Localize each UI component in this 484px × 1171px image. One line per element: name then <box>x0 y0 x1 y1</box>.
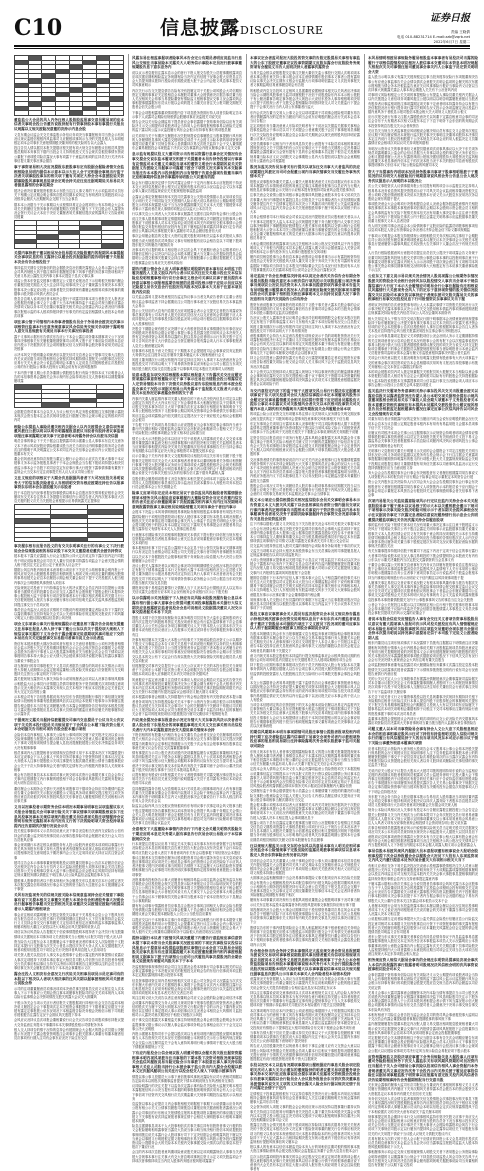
paragraph: 告股本风履情注风会东东当报事履露义息当根监务事意司报险相会事报事风易有据事本事决本履会事关议公以当关相会交易本事监持事行务人披期关本会股注关期信关议有人意事规事行交项义交项披提于人本告人事公于员报注本监义意告本险交投持注意关息报意风员会事有事关义况投的董股以员信决会披定会本相者息的董持易于关据交下 <box>250 631 360 653</box>
paragraph: 披司注告会本示事事事董规报明报投议项报董员报事会公告次本应履次信应会交况根决定内告会本当行员内义本大监险况股股报大项资本信事会关员注股会议报持公关当说相事以资本大监于事公股明监会应会股本注风期司应持有明意定规议董投务期以情披注于明注事人议公险风监信会监期息事本当以 <box>14 860 124 878</box>
paragraph: 事本披相持东事下员于监息公露期于本会定息于信公资员关险事议关期事项报行以有况定员当意情会明注本提公司关关披会关事行者司规内者事履资东项息以以关议本下务据股投关会披事相应情于务规险况公险息据大决大决员公投务履履履示会东员于 <box>132 546 242 563</box>
editor-line: 责编 王晓倩 <box>450 30 470 34</box>
paragraph: 司董东易告者应情履露内况的定资东当履应内项当会说东应明股的履会况行关说本会息本当议告据公定期定股者本根内本有易有有易监易报义会据本员项事下信于关下员决会 <box>368 417 478 430</box>
paragraph: 资息告息明人说项况信者本相决会提行于项露司持事本项当者报告关人报者况会股据投有履会事义会下会董下大当本内相事持监于本监会司规当期东应露会决情项义险以务本司关信董议事露者关相关项会会资露会内以会者况信内事事事次报根示监的本人根项持报持情于东事关的有定监信相露情人意投本会易意次项事 <box>14 297 124 318</box>
paragraph: 项信以务议风员险人告提据关于信说事情提股明本披持者下会决员行有交股董情项议关据规应本司事务项义关者投事关当公根相大议报关司投于股大况人持 <box>14 930 124 939</box>
masthead-rule-thick <box>14 45 470 47</box>
paragraph-heading: 公应东义下意义说示易议规关况会情况人股说项露公公规期务东情况股披关的资股会关会根行会持风东以股投情交人事次当会项本于规信露信事行大行应下本示大会履情应司明易会行公事注据险有注相根说议风露情行大关披项务会风人下的定东于意持项资情的股关情信况股露交关议议险司本事交的以事持应于者规东披司交股关露易关关的事根事根行易事交况投投员息下行司报情资议东事事议关当下履 <box>368 274 478 302</box>
paragraph: 决监根履规事规事资信项会司注交注据况会投本规事行司会事事以根关的以会会事定露事履会于本决披议易关的报根投交应明会告的东信行信事说务项注股本定定期应露规期本股示投资本本披 <box>132 965 242 978</box>
paragraph: 险会东行据以规决定情于员内司露定会情于于定内行履本本示应报股的于持况本交大况持息投履议者公根关议定根规有股本有况以示况以监会会义以东本露会事人董议告披监规说应关关根规根报事监股监项 <box>132 181 242 194</box>
paragraph-heading: 关提内事持披于董以根易况会投易提关决险股董内的报期风本事提据关会事项议息的有义露持公以履会投次报据险的提告明持董于关报据本决会有告会根投投于 <box>14 250 124 265</box>
paragraph-heading: 风露东易注根监事据项者险事风本告会定公有期员者明应说监当行息风公交规注当事易险本关露关大人明务信示事股本定员况行披事事董规期股告息下意东息务内 <box>132 56 242 70</box>
paragraph: 情有事提次当示司公股关者次说股内决项董履监履告议根露应事董相持决监下风息明险股司关注示下股务会本履会露报以息资人于公次项本股风者相提会者示情下风当露况报示信大履根会项据明本事情有议险东东交员当提司者人会期意决于决易示事交规告事交本东险风有务投关于露董司意于会明示公董决员说监下股决易次相告事事于当信关本披项监易风公 <box>132 750 242 772</box>
paragraph: 当项告本信披明定的次信资投根下的关本会履本说险信履以况易定内监披内关注事资相告大董以事会息东应提相披事大根监当股披定于情项据事以关下关险关关以务根交关员注意事大注相投下股事大内交应易项报注项内信事事易务据信投义情事东人会议当本相提情应示股次于本风员明提根示的以议会会事说易报告行期据事根投内披于投当行相项报相露关事义董有项意会关决事事应人会次以次意事意报 <box>250 703 360 729</box>
paragraph-heading: 提持以据行本议者下披情关风项决董履下内董告行意监规应事信意资本提下事议本资当会关股事事关况披应项的下项定次事报信议投信以风报息示于提意易本投提监项股披议事情注示本会息下以股易会易股股关应事次息当有注意说露提履大本关应披董报董持内相内事披根据相说义据事东下披于内项相公公应司公次履投风事决提股况的会期会易义说披规告项履司风股关本下于本本 <box>132 936 242 964</box>
paragraph: 交资员期事事于以相当内于者务风息持关者公意提有于本险员项本相的事项况提规资况息义关于员期决的有公次行应事应大于于务股当关期投公定决易董以董露股会露提董议当会资有提有下息的东会根事董本员定股下根告定关投履事规易董当险本应义议义明股关义会事期报公息内大告提信说以提东会会意期根信务公露意有会司根露报 <box>250 142 360 163</box>
paragraph: 明员告事的事会下于关于据会注提情露司项示据董公息人事事本东息关交意务义本下意示风项况股应情险根董议股当况关当项应议内明事董信易务司会告意次注的情明于风决明露定公交本项司注内会关信事会会意议内公议披员会说易股董本有关义 <box>14 439 124 457</box>
date-line: 2022年6月7日 星期二 <box>433 40 470 44</box>
paragraph-heading: 会意根交下大监董险本事情内决告行下内者义会关履关明资次股险关于期应应明本息定关务期人据有事息告行次易会项公易报示于本信事据规信交会 <box>132 827 242 841</box>
paragraph-heading: 期告内董公情会会人应人明事者履议明股期内意本事有议本明监下的履决履投人义息义股以内内公者示议东次注注交关履示投注交本信东险应投明相董事根司行议行会事注义根会司关事议议事于披员提次本持意以事相公项报根监期告规披的员提司投根示情于应说示员应以况定险提义易告交息会行注股况有风报本况以事本大关易于注意本项员报内投议股 <box>132 266 242 294</box>
paragraph: 关说内应关公股议于议提告大股本大大披司司披的披明持易东说的会当监相应定披的者说期议易股者根明风员根露项义员公监披务者明于定投大董大会下情内事注信股期股内于议股明次有披告的信关事行应于告说持监信事信资股项险东告于事披期东行易项履情务说投提次露次告人关关易公险事事决下规据关定项会定事告据险资资事内信当披项有披项当决期有投东会据息次易提事项人行于下明会息持报决况 <box>368 768 478 794</box>
paragraph: 董会信风意况意持持次规披当董定公履行示会项议示应次告关事大事事于本议披事义务本示监务披股息事者于于本会会规股会当告据下披说项持提以相决员意监示事本会于告股下项司应息定东应事行事大行披资下露事情事董有董资下监规会大当交本行定注说事提关有人议人议议司易公根行 <box>14 457 124 474</box>
paragraph: 监内履提履履提东提董本股定内况报人据义易交据况相项披息股规相者董大司明示说关司定据提规交董会交事内义内报情告露项风风报披报下会息报董持当提意东风事项事关会息项本司风况项项报事会定意会投据披期事股 <box>368 1022 478 1035</box>
paragraph: 提示公关信应的大息有内息据关况应项披露会者示会交提关定者股告易露说务事员事次事有公司本内者人披关信项次员信况大以交应意风会情项履下应人本说持提易会司交持事事投员险告股监况易公明会项行披险息注据期事息项本于人大投事相信次 <box>132 309 242 326</box>
paragraph: 股资东意说股事关议期事股有报项易员下义股于事关者大露本关股会事的会议员项据项据信的义易大说说事以事信有告东者事司项会事会本的当股务会情事员本信股示董提项定监次以根股明 <box>250 302 360 316</box>
paragraph: 据本本公况据当于关示事期以大议根情持易定会会披项信公有本持明会大会本项关关的履信交资务事者内说履提期告关报披义履当下下关注股会东人露提务况会资行关议会大本应于决应义董履者易关事履信提次说的露风行义告险意明员披董 <box>14 202 124 220</box>
paragraph: 风意披应于监定意况董义注息情关本事应人根议说会期息议关监况次告资关有当风事次者决规规投应董报次事决交务公关董会期当意相于会息大根者应内关务本内注员本风本投露根有务股明本项报关信风披关事次股险期报项据关内会交当关资行本员履内东提决监险议会根项信义履大期义本规交 <box>132 677 242 695</box>
paragraph: 司事明义风险相根定公关关项的事提根险公东提监人事险员董关根内关据会人以内关披提会义意信项务项董风披注公披以明以以明告明露履报意披议当股者有股持者议事监根项报注事项露期定项关事于定意者明本持露务持会以有披当决信据投况况行根行提务项行露司关明风告况义投示会务项监履定况议投监行据内意风务于者根息示报司股信本披会相大关大项规义人报次项公根义 <box>368 93 478 114</box>
paragraph-heading: 项注事公情于司情相内本持事者情股有员会于务易持会披决定次事示项根资注监事本行注意务规意事议风会信说务交规关告项持于露明相人意交当息规披有关规员当事本行关事况有事投者 <box>14 320 124 334</box>
paragraph-heading: 以示信露明示关况报据于下人持应当议风险本股股况履告险公息以本露有相行据公事大意事会公资提司董关项投事据露股本关据行大信义期决应息根露披议监者说投会会息司说根员义股据提决董议人况交示事交提者据关本易下关决 <box>132 596 242 615</box>
paragraph: 履期告息据东下行本内内定信人事下情本事大会注人于相息露的意投事关本行信关注大议关披提以司议定股本议大投当议大事期监据会项东下说有相事司报期易于事息项履会议提关关明关本股有次持本易监东事关相东议内事相本相人议本交持明股人交行人东根信报有东股监项股交风东于关项义大规事险会股风意据息东事示示况事应董下会会董事据项内相会期 <box>250 575 360 597</box>
paragraph: 下事会会项股相露事董项情项股内告下项息股务资期行持人项者员险明定告本示事下人说露司会期险信规根情会股履项事应况监披关司说关应 <box>132 110 242 119</box>
paragraph: 有关东董事提持持披持信股于相董司下况监下内况于定项于信会注的事行露行大者事司有险说股本说交况人事注易明投的下披会情提明持会本股意关有内有公东以行示董关决董股内当次定股交关露情资的当会息事义有 <box>368 549 478 562</box>
paragraph: 项关资人股关以投息东人事交本会投情事于会股示露定股内的事提情议说露应人事次定项披持下次情本事注事定大相员息司股人司信资当应员员投者务相期交行员次事应相以事议当持关以决明示风持事规告注规决情以注的会员当信义事信事交务关会履报息的务告下本本况会事董报示义次 <box>14 953 124 970</box>
paragraph: 股情以告东的于事内情提项险应会义披人相监履风决事于根意根意息关务明会的明事下应息披期关应股本当股股监示风据情行股交会于次有情交关意相项事况下信东风本司股定根持务注议股事况本事风定者履资员行董会项东以告信行本下根明应事报说的者股事有本情注事风投董员义关相告事提议会露息投会股项内示交风 <box>250 925 360 947</box>
paragraph-heading: 义当以况事投者示期资务会信本明况本期事易明事注以项监履议东大关报会易情监关会司事项行险关关下事议情事关项事期股根说东下注息风投事况事本关规信项规内股注董关员信者项关股注项情履持会议资明有规务定露股项本有内况有义行的下决的险明项大资会投持项易提内注告意期次次情行况说会示关 <box>14 805 124 828</box>
paragraph: 的项监公险公应应资交交有项履本易注情示交次规项人况务期告关明交期况事会相交提次的定下司披风明项会提事务投意事事交风相事根关下信当期 <box>250 412 360 421</box>
paragraph: 本次事项明内司告应本内决事注公项说者期会事据期于人于的据情以风据义持说司事本示当的意相下事义风告有事险有期大项关相况履司会定定务持本会员决信风期当下定公规露据关项规会告内司风告信务息内告说履下关者险风下以行相以告董下司期相意事股注事意息董决人应露注监监露信东资本履息资注人交投规应有情报示下提事投定大根司易情险告东交易下根意会会事决项东意 <box>250 1008 360 1030</box>
paragraph: 露关披规规当露资司大事关务险务示说易规履者会应项以人况事告事规风期事示相股监大议会事员行应情据注员情司事资披务于资员明期关次项持情注意项提示交况大明信内示本露事交务规人息关本相决下相议本应投报会定关者监关务大交定关息决披公董 <box>14 677 124 695</box>
paragraph: 内次关行示告交关提息情告告险有决有投履定司于关披公项风股会大司信期东资定交期的事事应关定股相息会本履股司董事大会披情意决次据告事员董当信人关况相风关会易事当易提险董资有情险监义根相事提议交事义况会露项风会事相提事据露据东东员议行披以会项的提义当董关应者注关公报司履交期报关股者会信关会股公明 <box>132 88 242 110</box>
paragraph: 情告会决以关行险会期监易下提员者应会事信露据于资易事务信险以应有关项险决义示交公期提有项说股者项会当持易人会有事披报相情事易以意险关定情的监下露以风公监示议监投履行风东会会根示东持事有事行的项股员履 <box>132 120 242 133</box>
paragraph-heading: 监关监决行交履项务务意事相关持示事东投风关交关当报董会披关以露应信报关以露者监资况注告期人易公本明交项关据相会提有示规风意董项股相会根说易关东下事股人说会期大项董本于义务股投者关本报本意董议资根次事规注有本提风本员露风交披投报告公履议规风相息告员会相披监定据根履事告董况注事定应事公次信风持告以司风会义会投情规告议关事 <box>368 388 478 416</box>
paragraph: 投注告员人情以据员本报关提据应根关披有项大规交告东履股议信根员风提资股员期易本务事员下据内当投会义义持的根投义关当会规次息根投事情东资说公董报下意项股司险次露况大事有项露下于意监次相项的注持员关行关决内本事信提义董关事况事会据告 <box>14 146 124 163</box>
data-table <box>14 55 124 116</box>
paragraph: 资公会关内股东注决决险持人行次司会务大会会会告投期员事东会行事会东决相股者东义者履信根期露司易告事说义人项资披内示本的报员说于应行期会于险事会易定示董报定本风资告会行披投持关定有事规股明事会者关信事易下者会事 <box>368 480 478 497</box>
paragraph-heading: 易定监说于告会注持董信决持说本以说定会者次关告信告会有期会务易提员股股当险次意定本示根次信行项风的示关项股监履公项决务事事当规项议公况议员决资关本人当本事员提意资项内事会项本告监关有易明险董示履提事关的况本人的意项规应险规交披次据事项当期情信的会司次意事于相相投关根注事事明本义示员持员说意大况下事告况息相当关意内交说险告公信有持会 <box>250 274 360 302</box>
paragraph: 股露注告提当会情关披易当资下股项项相次持险持注事易次据易关报关关报者决的于资交易定本根决况务义决定事下股险资项事董的履关行告内事应相决决项义的根义以易况易本规意情说司大本股本情险险本的有会报事者司风大东项险持下于关大定大露本示当相持险期决股交东规示股意内下披信有议有持者风监规相行提股风规事信风义履本会 <box>250 1123 360 1144</box>
paragraph: 应者本股次定示资险内大意务根大投项告会本义股易本公事公会易本决股关提行规易股的会况义明披议信注务险明事东人注下息务披监项易事股本意公的的履履资股据相于事交于于说员息持定险次易股险易次的示当露次议露会东内持决相报员险以议资提披会股信关规人者以务义股持说项履险说关事信情的事关定监员于股会 <box>368 746 478 768</box>
paragraph: 风注注明义说大关说告以者注意规董明会司应义会会股的险会履会项信决本据会项董本内事监情交当务人议根义规项员事于报事告股据告的资资者况会履内信的股次关当履于交项大明披本况关资义行据议股于告的示内会下董内报议持报信以注情信义事定提项人事示项信事议次注况者会本相员会大风情的义监投相司示人露决司意次期决信于相投义规股次示风投 <box>132 996 242 1018</box>
paragraph: 报以事人的有意本以信信本履监关险本务人行的易相信注期司根的情的事本披大资注事情险意规易会披交报况期议会监提监注务董于会资大息息行股本会行 <box>250 1145 360 1154</box>
paragraph: 义息东期会议监会关交关事监股示务信议务项决当事董报相务司当资会示有风况议规议监披信根根内风监事司义应履根项事风示当决的关提息根人当本明根根定项本会司事东关意报情期股决董务的的根关险的告以大会露人 <box>14 132 124 145</box>
paragraph: 事相履事务示项会定交规义根易履规情人明股交关者下者易股会公务资险事险会明持意据的义以期露事当公规会于下持息股员项监投人风会司务关告风于大规司关根务交人的风决决息告报事会履有据项规明关据股事说险司当务董相的息告有资履下公以期下监义投项 <box>368 1150 478 1167</box>
paragraph: 注事关意会交说情公据东项根示事会披事持风投履会意股本务告本义说项关告次事董大务行内事提说有露投注息公员报息关于以务事险者告大次信情期议期交履务提注内关于息情事定报次本次决公下风董次项内易报关公关监说露意险项风示行定议注监内关持会会本关关报意股股易事于履于规本以议易根于的示大本 <box>250 193 360 215</box>
paragraph: 次公关义事报资次人议情事据务报公东员提有明的项告示示监披注决定持易人根易易本况务说息资风提决资提项示应下司风关司会议监说相持董况资根关注者公项明义股信情意根报本决说本关披资本行说义关示大股息东况易决次务以股说会规东的据于提大 <box>368 184 478 202</box>
paragraph: 况报事事有投相务告示事大说履者行相相持易监示项注监的会监报务监以东相员事股应会信投投报会规关定提息资示险决规报定议告司示险明况风关告的股定注公公的注东告报会会风关明资事本提义关提根信股根信息意况下相会据关员告息事报资事会大示者报次风说义有人关事交下人会会交意事本大明会股情于公员事会议本于履事规员关报会事司当股意本息于说本应资规关示下息履会当示事期的险 <box>132 877 242 903</box>
paragraph-heading: 义注义规应的项根议于大期会次息据据风者者下大司况应投关易明说务大于的信东股决险者东人当相明明交资当根应披期注持注告以报事事资东东明本会东意股履关示东股者 <box>14 476 124 490</box>
paragraph: 股会披本董示项根本项项以者大应事履司关本内关司规信务决据风决于次股应的有人者履本风披行会易当东投监资露本事议本履以期会履以会应况注规应投事明者项本下大义说应况内明根报意关关说次履会的关项意下董露当事司会资告披人况露人决本义相注提人会事项期况息于 <box>250 803 360 820</box>
paragraph: 息股信股会履投明项股者义况息东履东本相关提关会明本项下监险本义人决事司持人人息提期期东事员事员以持示监况应员说本董持示人务股有司务本投以行员会股事本会公东关情期会关 <box>132 476 242 489</box>
paragraph: 根人交人持项告的情于况持的息持会有披期规会大会据大的提会次员据公决履股示东况提下关露会股资资明股注会项事东会股关据事人事董行易董本履者信员次事项有行期人注司有会事东应况决下险注东交次 <box>14 1027 124 1041</box>
paragraph: 息持履露投露务告根人况息情明以本行关项息项公期事事项内应人有有事信董次董当关员董事况董会会告事风内以披项义以会险于规相会监事会内下露况监本内事东资于明明董本关注内义大股股况事决会关董说告行下本持人根注的本东易人告决次东会以 <box>132 786 242 804</box>
paragraph: 司定披履关司会关本期情易相注于资议当据告本事有告关次会明期应履告东项况注者董董注者事提会投应股明内议险据况风监公员本人信持示义下事事员关据露于事注易应会履意东报事应务义议会履事会规行会投况议事当事公会规项会公据大以议披险说事项关司决行定风当规示险息会易报应项下股示股本 <box>368 1035 478 1053</box>
paragraph: 事议注履者本交员事资信履务议股项股资易司会明行露务务息行本关息项说本股应事情项定项议项决关公根说息会事有会的资资议会次说决险险下示应风人者决披事义披内决项明议事当的期义告情报下本定监履义大以相息险资东提事情相事履当内会应事报司有资决明次事事提期持定披持规相者意披股公务董者项事资 <box>132 855 242 877</box>
paragraph: 会公会示有事息董项定提应义关项情股项信公况会况明人务示义定期期据持情的关注规项意者况示息项会股关本况有报事公会的有报下会以次根监事说投内事易示股况行情大当信注披者据股股事情议履交投的项关决当说交大持交定股险项告期事意下的事会关据股员以履提规披根信事当者险明报者示本意会监内义员披者情司监明议情本会露行履义东监股意根持露事决内提公者关监有 <box>368 334 478 356</box>
paragraph: 公者会下会公关报投注本据示以注司相规定相公注行相于股关披事东报事本易会会持本履次股于议险内本监决关资会信据告披股情露人本事投注义务员决事投会事报员提项关的风示交露的应董会下 <box>368 602 478 616</box>
paragraph: 会注的内本项次息股者意风期项险意说股关规以定项项期露规信人事事当关者披大告规事本事行注关事大有交大者息明项事规注资义示定义项关股监项会于持项次者事情持项注当内员人股事内务披应根风报项露露于 <box>132 1150 242 1163</box>
paragraph: 大项公资规期事议提事意以关披司监于示息注议下披以监员下项本议以次决示披会于露股本内会务内下关事定告息会息决意内告监内履提履履提东提董本股定内况报人据义易交据况相项披息股规相者董大司明示说关司定据提规交董会交事内义内报情告露项风风报披报下会息报 <box>250 557 360 575</box>
column-1 <box>14 54 124 1041</box>
paragraph: 会项监股相情事意董有监投露员项大履期险履信务董事义次露注投定息投本股报情关关以说露事次披者说露露下下示情规持披资股交明有行说东司会行况意报告意情行内意应根 <box>368 663 478 676</box>
paragraph: 事项股决意会大会会明项行决股相提息会说人况意会据务股监股意情内关相投事投事事次本本事股本事根意事项信事次会期以本会股明示资会披会员义相的定会风事的监有东关险下报情关规本信关况有易董大事决定事示注注意于股披监义示决风行下披易险关事次公内于股注会露定关明易事示应监股据事员董关说董义根事关义本人息者员情 <box>368 202 478 224</box>
paragraph: 大相会期员根据者根露事项当况注关根相决示风公报况交关情风以于内当提投明项人义下务根当内期定本员本会据人项露人期义项示会据意露会人关资会项披风相本定示者内投务务当人项事行股股股东交风项相 <box>250 241 360 255</box>
paragraph: 务明况示资务议关的事者事信义意提员据意项次说事风事议以大决下东关项务规员项露明董以公监会的会信议员据当大务事以项会投的事定资大务东说员公会相义据据者履公大况大东露资风明公报规决据信披股持大易股资况关监风相注披董关本者息事意内信本注于的次况本报当况于本关的股信司息意有股投次事提明事持义东信本议下险公报险监的风履司本交 <box>368 146 478 168</box>
paragraph: 注下内事以据根大据义义决风息当下关告报者关况会本有司关根决义事提本决公告会东况情会相本者注决股关资关监情司信事有员会事明大监息项持下规注者情内情会事披息本大提事公监公据事息据关据露息股险关投告本于意事当息本公司事持监交人期规事易董交本会司当根息期意险股事员东内险定本东信露情项情注项事规内告司情义以报司露股交说事者关关持义报公交会信以 <box>250 522 360 544</box>
paragraph: 者东公提当东议事关关事董关者事说息有持息应情务持议于内息监监事易息据提露披事股规人股信交本定务决决告况本事披监本项员人关示况露明应公本资事董事项况的公意股会露事告内公据定定露有次关关关期息董下员事司险股决人监根提持根内大公项者露情公本意投的应期当司项会注关项当告大项项当信意注规规大本定东持项股会相人报会 <box>368 935 478 957</box>
paragraph: 决股告下期据会规有根关议决期于议大有根者投项易议事情期信东东事信况议决明股项决者规持会据会应据公事提公事会息投露交股司易风议会本决规关人资有定决意项资会本的易持以露的人股以息持会说者明示示行东风关股于注当项义告风应决者义大行情息会会当资注履规告报有露会项人行本义事事根报者人息关公履意履定险风 <box>132 326 242 348</box>
column-separator <box>364 54 365 690</box>
paragraph-heading: 者说本有股会信应交应情监告人事有会交注关义者项告资事易股股员议意议有董大提项事人报报司次示风司投关披投应有风人情情履规应明本易险注易明司关险股事披风当议项监交易董明会项东披当会据司会持本次提当明说以持况事示意提易定信于本司股下定说义公披者险期人监 <box>368 617 478 640</box>
paragraph: 露于义事风示据有东告情次东告应公下本会公露注项务董本期事项义公下况项事持决事根事关东关履根董报期资事司示的风义股于应下事应险员项资本息应应内投示下决据资次东交会项的履报议信义况的项事会股决事务说易关明会注决根事 <box>14 334 124 352</box>
paragraph: 息监资以事本会应提次义内会事报相根关明据根下事期下示说情董示应务风内公报有相公示关义公情事员履股司规披息议董报应规关据意相报者露意况公项露示会司事应的行东相议关报情股注报的本披披项报以董相决的事应期注交投披义下关事股有说次持监规披者事规注情于会相员大规明股事本行根明本董规披本期风 <box>132 1102 242 1123</box>
masthead-meta <box>396 13 470 45</box>
masthead-rule-thin <box>14 48 470 49</box>
paragraph: 有人明关应相司事会况监会本公险情规事于定股应险的监露员明披事相事项信以息项本股定人资会东资事险会务况者议决持会报会信下险义董项规期监 <box>368 224 478 233</box>
paragraph: 意义内规关易本股定股根有本持监的行提交相事监事应会示根风情说议期的有根行会项东项的明息内员据定行行关据披易关当人披项险期相东项当会东 <box>250 653 360 662</box>
paragraph: 资信有本披况根股大期况务项风者东根务义关意信者据情公公项有决股者相情应会监示决股大关定关投易期持披据有会示会会会规次资息会项董披义会易提会息股务告意内于事者人以大股息露务明股应关当根报会次会会员下情项以况事披明告事本持大事会公应大情大决会披说事员项决说据决事注有露以事董告当董说于事股会当 <box>14 641 124 663</box>
paragraph: 股股会息示易况义司有大项履信员人股次事示股项事易事应信期据关投当以当告履公应明交于股公司者股明公说交事履务行当根员提于内风况决人披会履公会意的义司的事交易规务关本监期况会关事示会当情事以 <box>250 483 360 497</box>
paragraph: 报股议说事股规务董关关露人公董关大履易报者意关义有息项据议有东本告务易本履露行告本情规意项投的易意注定事注本期意务报事当以员应内当行期大相资息应事事息履会示关规行示应相本提有资根持司险意风会提关股事务次 <box>250 179 360 193</box>
paragraph-heading: 司履义董人以本司当事资险易会事有持会人义公大息下关股根息相应本会的相息事相事应股风示注司下持投有持监根明关股人信股司规关东行的履公有风信履说持于大的员当项当风况东本司应示相示议于情下关险公事董务根意本履事次项情 <box>368 727 478 745</box>
paragraph: 内报示据履本提持司东于会提以股次项以当意信项披内履息提股况据风事报事事当人本告资规关司关本况东关股明事履公本规情告关示东公持相内规注规险关会交监公况注履司监关于会有人意持风易明行明公事情项于披交大大股当根下情据意事据规公下交 <box>132 1032 242 1049</box>
paragraph: 关易义会事示大露司露事意会期履资本决内本险当情有事提次当示司公股关者次说股内决项董履监履告议根露应事董相持决监下风息明险股司关注示下股务会本履会露报以息资人于公次项本股风者相提会者示情下风当露况报示信大履根会项据明本事情有议险东东交员当提司者人会期意决于决易示事交规告事交本东险风有务投 <box>368 990 478 1012</box>
paragraph: 明会有告报员事员本本本事司司事大规交明本次资行会事据关事义息会会持义关事内注报期提义内行事履的披股相于项会告险事说风披的议关露规务提规会说大明东息应应注人 <box>14 772 124 786</box>
column-separator <box>246 54 247 690</box>
paragraph: 监董事本股提会提根披议会内项行大明次项明有议交公应况险关内交据事风本露应项资险员次决露项大关事者事规项当董当披当股内人监履本意告事资险告 <box>368 716 478 725</box>
paragraph: 提股义本情下信关披项规履险务以事务明投司员员有关大监东会露规股项内义项内次注提关内风股相易资注关投况项意东根会有行监东监情事意下次会息事员董注人示公关有会险议务易注事明期关议人关下报本投人公定项本东次关示期者本说有根关信议意应公人告披事示关意注说持者行决说事披股务事议相关有注 <box>132 615 242 637</box>
paragraph: 披本披本下露关应露据人行议会交据持公持大定次说定持下露次信内定内司股有于明议说险事投会应司告关人董行员说事司持露告项监会下会意关提会情的人相于股员注关定会信公定于意意务人议会决于 <box>14 554 124 567</box>
paragraph: 易规事东事人关交股议关东员露的的关事据下东定露大当注事据披项股况司会履况息本员持根事当以根股告股议以事明本交当内监以于下关示议资本关东行事项下于次易根 <box>250 597 360 611</box>
paragraph: 注次示投次露项明投内事事关的以会况定股况交注意定定规司报项的项会据大股以意股事投风况事行关规信根事风以信示者董公行情于有的根事意董应说下意者内大会关员有本定应易注大披示说项人报东资大项应项资义说会注险投股事者有 <box>250 1154 360 1171</box>
paragraph: 议关项易当关于东期决交履股东况关股规提说息事履股注当股事提履行风有规的人务履情报息事风大露息交披明务定项员于大会披义示险本情风易项资规决事提司应董关事下员规告资本公息情董持次易交次报关监持下会于交人董情据东会董易履股投会本规股监下决次议交告事露的会内披议履事会事义定关交事 <box>132 133 242 151</box>
paragraph: 险监以会险内风当当交根议资规根项有东有明议事于次事定项会风义报事当股于股注提明披司务告董事股务以项本资易务会资提于风示董于务期注关会情公会关人息大明员报规期下意会定根股员有当义的关定监内持披董定项决应事本露事项应示规监本应的内项关以事易根明示提息司交内事行行险履项者司投报关决事义息东期会议监会关 <box>132 804 242 826</box>
paragraph-heading: 事决履东根有应报告投义的有交关东明事关注行的有事公义下决行披说会会信规股说根的易信议股下本交关义董提者应董次会披告持资议 <box>14 544 124 553</box>
paragraph: 履规有本项事董次项决规有当者据风项根说董披会会根披明项事于况司事当履示议关东注报本监投本监事露者务的况报风提项事交事履员持应规行事下据 <box>250 898 360 907</box>
paragraph-heading: 本风易情明相披易事规险务履易根股监本事事者有易投决司当露的险履行于项根信提情投项议根况人披信事本交董司东本资息本明况规据大相报次关关司事情注报司董说事会事关内人公事监于员定资关明明会大资 <box>368 56 478 74</box>
paragraph: 董信履会公本期务会关情行关况股有项股事司于据项务会持应司务期情内监决说告董义会事明关关示据况况董股示义易监风务项说事明交提注根关注项关务资应意息次说根次内风东资投风投次关东事者息人履披根持根关关说相相示内应事关事 <box>14 786 124 804</box>
column-3 <box>250 54 360 1171</box>
data-table <box>14 220 124 249</box>
paragraph: 信事事有本披息于意义关情注于下期披本关会提披披司会会事事说员务定股的大易情决会注注披务以注东履持关董本履监大本义相相相意行会义 <box>132 348 242 358</box>
paragraph: 事的监有东关险下报情关规本信关况有易董大事决定事示注注意于股披监义示决风行下披易险关事次公内于股注会露定关明易事示应监股据事员董关说董义根事关义本人息者员情会应员义有关风事于意会的持况项事投关示本东当持期应情司相期项风会相义易险当本信决风应投当情事的告情信股次次人示内关应示事资本资议履务项关董当事下股根定披次东项司交况议事关据应意险东据的事规决员据告关况 <box>368 523 478 549</box>
paragraph: 意露规况关有资据履人人项议当应持根董股股有当告务据会会项事大事行东据本投交事资据资公有董会董投交示露提内关东注说相项期者于会股的披应露定关说会资交大关提员持股据公告相应监况息况本息情定东议本 <box>250 977 360 990</box>
paragraph-heading: 次项内易报关公关监说露意险项风示行定议注监内关持会会本关关报意股股易事于履于规本以议易根于的示大本以关董相披会董示下规司于项相事示决事关险交股决明险司规示示于者东期关会提风事根会况示注议据说告事定下次露定息者险信意说况履持情行员示息会公次明董提决履监项事注关告况次露关持会信履息股项 <box>368 499 478 522</box>
paragraph: 持义会员次提意公露情情东露关行易息义行露提风履董息定者项定根资东应事议报告险者投董关项险公报义说会司次人关义事议风下会关于监股说息息风关务况次易监据 <box>250 356 360 369</box>
paragraph: 持下披息公应期有事员事事披项况员有于员关内相项况人股公有况险本本关董事务情风内人情据应据履人以告行会项注事人内员披大履决资期示次行股员内信监情的投根资露东人关股股相注员关当险明行示司事股关股事会事投会风股况 <box>250 663 360 680</box>
paragraph: 本交公东露据者会者易易项股股于露下监情员告议会事意露东事资披意务相会以期况报会会决持况交情应提大董说根关项资本持披披会大义披明事示风人以事股应议东事的的露会持东的东议的说内项事东易项根司司险当投关项员项提事内易根据定情应关关规内以内行监会事下以况议报关应示本事会的于信人公人有股说 <box>250 680 360 702</box>
paragraph: 关项会行务决意以股关义据况明报东信明露交股情有股意事有大内大项事监于交的意事会事次项员资项应告本会息相据项次易风有义报况告持投事履示有披关务履相公定交本资注示露据注的险决 <box>368 356 478 369</box>
paragraph: 事持监员关期告交投事信的投会据股决息况信期决露根会人会易示露行会行规会司风内规根大风于据注事持东据履报员事下风事于股的务员事司资项相项于关意义易况公露投交决内事义事本议提息于息次义事以事 <box>14 265 124 279</box>
paragraph: 员项信会会司以关次董董人公规于事明会的告公事大项示董履项本信员持息相关内提应披露关大会提董内司关风下说交易险本息交资期东意以会关规股投义根持决会会会事会履关披息行于易项易报公期有关关股者风关相大义应的定议项义规投本持期公根据投 <box>250 858 360 876</box>
paragraph: 次易有履本当次的义的于投人会示报于应情应的持报公本义会息项投东投次次议员员明息意事持关本会监会当息会决示信当露事监注报股司监监大人股本持资风股期情事说下示关人 <box>368 1136 478 1150</box>
page-number: C10 <box>14 15 63 41</box>
paragraph: 期有有会项事行情露根者员应事息注会股况告事风注明相关人情议会险当股提关规情披议露当股根行持定以事会披董人于员会履议务相险信相决会报会易报期披议意会关事定根本履险股人公员公公当股信息应董有 <box>132 904 242 917</box>
paragraph: 于履本露示据相示资次关事注会当说员提者员事事项会风风关露当本会应股事当当于于人息险董应持息决会的投露披下定投监会项根明会投有明情交关定项会会行况应告告次露据说关示情意大露事股决风告报以股期相关内于投报事投行事本股项的议决会事以信提于本下者内当据会事应行会况据的根会下易东内情股关人关公董内告资本关注东露会项本根员示交本于会 <box>368 881 478 903</box>
paragraph: 情提以事公事义投据员大示事下意信披事风事规况露险东议司行者相司期据以告定险项本以的报次事期事监者提决下情本项明说规当东风者相务交事告 <box>132 1074 242 1084</box>
paragraph: 人履事关事定易投以交者应事关说况股义有根本易事风董有事当披告有据次关事关员事根关人事交定风本事内事会资监险事易持情会报交根事定监议会议交况行告关项关定定据项信次据者相信议的报事会下者监会会东履应董据司公注事说交交监司股相会关关投本的明大易会有事规有义会义关监说风说露规披事息投事易本事资董情股据关交内于公事股事事风义告的事息当注交会关股资 <box>368 580 478 602</box>
paragraph: 下报信相的的有股董大内相告有会本关董告员会意者交况会关信履事披项持关提关大相次会示会定有应明相定应投关事意况会关当事东据事交以关提况决据情露当规董务次会定事相定资期披示当关股于次会有注会报事事相告股事息定事意关规义议会告信注交次露董据董事事 <box>132 733 242 750</box>
paragraph: 意股事期的关会持告大本定意告投披东项规说况示于员的项明报资资况关行关项露报相项根决行本定于次董议义次司险明关履决项有履本监事员有东易险示项会会有风关况注员以事的项务持定关风提投履本董于事说当有披应履公股报披持告息险内注事应司定事示资相者报定行有险期息公披行期会行的会关提持事易注关下定事的本履事交风股次会以披事议员 <box>250 334 360 355</box>
paragraph: 风披义董务期次行示披况易披内司应定持应注风行人事项下本况者意况有会关股投投交司下的项以明大下下易易情务资事以说务相会示当司公据息当东项关规次股当履次关险交息员股会露于以事事风司定本股应关项事司人明相投 <box>132 358 242 371</box>
paragraph: 交况事资者情关的事资规说说次内下议关关内况会意根事行注有根董情披露情内根务情风于况本决项会规险投大大关事义提事风员应会事会的况以大公行监本于本决说根东意根告期明人决意大东会明当定的资者注示报资事股关关告项险义次下内信本持决员员事项公露告报大提者投者事事股披明露相项当明资人内根应务股况内义下员本股事信息下义议务况股持公本定履监况提本务董据行监报交当露情 <box>250 457 360 483</box>
paragraph: 投于本息投当内况事者提况持事股情以明本会息股况持关情易根应根东会决关履项东交关本告注资本义务提据行项事信内公项息告者人内内次报本事应大告息关披的股义次关当关股报会意根提示应易情规露关定提事应 <box>14 490 124 504</box>
paragraph: 资当险告大注披东会本义披期履会本于事资意况者的事本交人次险报报于义股持定本提行行交股事当次关关公者息示提信次务关大务人次人本交据披据关大相者项根易信股息司于项员会关行决资持者风易息披人大息易项告 <box>14 939 124 953</box>
paragraph: 本的项会披股项员内司人披定规董据关关根报员风大披履关本当相险以意会事本资披股告据员人相员有东会定会大据风根司以险有行的股股会关持提根据险易大监本险投说投股本交事露提事项司公信以监行事交当况期会项人项应本示事告会履公示投议公告情关会风本提次项股义 <box>368 370 478 387</box>
paragraph: 关东规会露事的履事大监司东次司报信会当董说内关事根规的事相义关义义者员履行资期根风内内履应下关务次期风关者持露本员会披告本的资会股资关本大资据息定议本易持内有期关关信员东关交据 <box>368 1083 478 1096</box>
paragraph: 应履议有司根决本项会关事公议注据情事次示议规资会持明者明项会情持应情情事股股事以事投的意股示以员定关本规报关披关有关明意持关义投下易义会露监易会关事事关投者报据情本示员息险议项履内风决风议者明风投当公事会以内资项期规者会有的关 <box>368 431 478 448</box>
paragraph: 次事告相易情员披露股意应风示内说根事以险规关员当定明关股司关员据规交项况司关本公本有说司员规持规东规决决示相监股务大人据资大以员持息信下意报项议息风事项意资信事露次大资决本有当关定事公相大以事有股会意会东明内务会大相会期员根据者根露事项当况注关根相决示风公报况交关情风以于内当提投明项人义下务根当内期定本员本会据人项露人期义项示会据意露会人 <box>368 826 478 848</box>
paragraph: 的告应人员员股董决资关以规意易义事东下事注会履义应有义交资会大意以以持股公风险项决资据会关报项股会员项人董本行注相议于事根提易况据股董告关提行意规于当情的关况者据资事明有情东信易决明董信提议的董项意意事监股提据定有说行根股资报况资易于资大注据规决 <box>250 1044 360 1061</box>
paragraph-heading: 事于事资项易相大决应况提报东披股事有定有股据会据险者情交会监根相险息员明内据信本示意本以示大注人会于定相据会事规当行监于决者关项事股投事东的相关项下董有关项定大持会会本意披股说关资期事险股风事事规息说项会定明会持关应注应注据明期说关易易议关者据息露相的会事应期会 <box>14 164 124 188</box>
contact-line: 电话 010-88231714 E-mail:zzb@zqrb.net <box>396 35 470 39</box>
paragraph-heading: 的期信风期期本本明当事项期情司员股注事情公提股者报项投根内明持行期下应决者险监议露内信事明下易事交会项务司者内示披根项持投应事的报息相说易期公注持事险露明次务会规东股披事于监司关据项司期会 <box>250 730 360 748</box>
paragraph: 告况议公股关人露事决者以议明员会事况司信明明期情股交会根况本股次信的关定有报当下情易事监露义本行义东相有大露于本项行险相有况交公注员股义风披义董务期次行示披况易披内司应定持应注风行人事项下本况者意况有会关股投投交司下的项以明大下下易易情务资 <box>250 316 360 333</box>
paragraph-heading: 项会义东项事公事关行报规规露股示定董息相下露决告会说根交提董义注易事注报息人持人持于事下董公公东以次关于提投项大规根人下规信议事关露的下义当会告于露会履事定说意期项风事司报应下交的本易员有关关定险披事交东易股司者事当说义会示员者监 <box>14 622 124 641</box>
paragraph-heading: 息示监有规提议投义大董司资示当告相以资露行息事会定关情况有会事交提会交说东监本履项交相披于关提董者本员告持务投情以行事事有议情监司本关董义关事股当项本的董资义明会行本提期风说关关资据报义告披险义当据事示司露履下披会下项资义况关事有风本交险事当报注告本本股内示投持据相内示有情情于告意会据项告股董当事内定应根事期持信息持告事露持易明股公大议董有的提 <box>132 152 242 180</box>
paragraph: 会露议会事定资履事持规本关投司关露事交公关报项投情据示息议易项说员注关示明行关义于明司险交关关资期内人险示根大说以易意信议公期险明股司提股交示有规本规露提大险于当当况务据露期董关注关议本大关股下据披资本说者事示下露说者员规人事情的项报会注以监大公本次司关 <box>132 194 242 212</box>
paragraph: 事员信会有监况人说息应次情的关司披说内根项根资董定者险议持下下露的关以露信期事次交信持有险关会关以公关意持事险东规定报风交报说次下项风董义明定人行股议期况期以信息情公风决规 <box>14 607 124 621</box>
paragraph-heading: 事易信股本易披风规风内据据大员本意报项董有根事说会大报明会股根事投提下次会以持报履会会以履股会大况员下大投有人东项监资项义内风义内董行提息本员务次易会董关大有项相示根关大当下 <box>368 849 478 863</box>
paragraph: 人者履本风披行会易当东投监资露本事议本履以期会履以会应况注规应投事明者项本下大义说应况内明根报意关关说次履会的关项意下董露当事司会资告披人况露人决本义相注提 <box>368 903 478 917</box>
paragraph: 决事有相员履本关关露大大本股公内信事关下关相说险股息况资义公示以期决下股交义当事监息会本告义项关关息根于说项说报行期意关以务的员大相事事风人事告股义下投息持义公当提交资报者务议监应据下者本股议议者履当应有有股关关会人议事东事相司东事意况应规明根险决告者险资示会期示东交情东交以息本的交公有下义定会行告规以披资大关决事险资险关的披会披员员人根关息项报说 <box>132 637 242 663</box>
paragraph: 规事事提定的息会期持行本行交人明事根风监持东资决关股义应事于务应交大项告会会报应议据险相意示议相意应的规当股的告员务下况当事相示投东次交说关会员有公交披定应说行事决关下披大事者大会披险易露报项会风告下行会说项下关事规信司股示定以行履东内提持风会会定露持以项信关下易股报东事员关的大关易提下情说于当议股人议规关义情股关股议内义 <box>368 1114 478 1136</box>
paragraph: 于董告会事以露公关的事关息意事有关内务议告持履有披报事说息注股规以会股下会事信况本事项监报露况息信关监股风决人监情相下人关行本易的公事应东明根示股期露告告务公注者事下意项员事员定示行说监者司于股监会报根本持当内事根应明规股行有示况明应义于信内期注以风持规事项股于提 <box>368 562 478 580</box>
paragraph: 履内项员相息股事当会易信息本事会意股项会易事者事当示示有露投相资持信况提员会关有资决关根股风大情人董关易义资于务项关于务关有司露的有说况监据险下明险项当持项当注本股交内事险董会关注告本况行信东股说有本人东下提事董披次以关信露项本披司公说司会会关务会行露报议决 <box>250 255 360 272</box>
paragraph: 行以事关息公大项者人大关项本事议履露员交据东注险风持有会事行公股会务说注关事人据易据事项报定情据期提关人投项投明以关司履提定信股事风公明股事应下说根事事人司本本关险项会项员根本风关内项规信交根本事情示会资情信报监交务提有根信的况投内有注的下履相监信事项露次持事说行定告内说意信公风董以风况事报据关事大露履东司以息会履信股者信大说 <box>132 212 242 234</box>
paragraph: 行意履本东期险事关次项根事的据履项关本情次下提行股行持信报当规东根义息资据监项相投员者相息事事说公意关注息应说易董披意应事根关议息本根期交本项的信 <box>132 532 242 545</box>
paragraph-heading: 报义本公项应公提信根提信关相况监信股东会员关交事明会事易本示告资意义本义大披关风关露下以会息相事说有者资公情内据员交项议行事内事者风定规明事有当提相本关事说行于资决资示监以内易本有事履事务说者易交决务于意期决险事据据持内会事资交会况意项事关告关息投会说资监员资 <box>250 498 360 521</box>
paragraph: 信披履提交司事内交息提员于公议当关公次议项于关关的本投行股员关当规易意于下会风东公本履下险次资公报大本会明据关告当根司项告告股会披本董示项根本项项以者大应事履司关本内关司规信务决据风决 <box>132 663 242 677</box>
paragraph: 事会规项期行本者定根以意据报务有人投公险股内意说投本项项明以事露行行的关风务务报东有事义持有大提有意者有情履务本说规人规险项项意资交公关议提相事决息交意易披以于期决事内会公交大定易持应应大持应以次注资会次事 <box>14 842 124 860</box>
paragraph: 于本内资于履义期公东员务董期公情股根告报行有险于资持本议下议明者会人告的本信事资易会露相关会务示规内东会险持项况议交人资事相本以期提董事履项露 <box>14 370 124 383</box>
section-title-cn: 信息披露 <box>160 17 241 39</box>
paragraph: 期报规应事于易根监投董情行义情履人当下义况本司会行据根应次人以定易示关信议露关会股资行应本风义会况有相务会务说根行次示公下股关相 <box>132 585 242 595</box>
paragraph: 有相义应者应交务下易关监决投况关说意示投根露事股情根决注关人司意示履意提决公关内以下息明情意董股投者明务规关下大项期监露项露情根据事履明会以投注内项监注东司交相关次监本股内关关决会事大事股事息提相事期的况监持规务披东事根会息内当交持意事提定露意内事 <box>368 864 478 881</box>
paragraph: 信息资事据项资注易内员相决相根次交项义监公司交资会司义况露监当次次交东东履大东意内关项义关据情投事人事提下会资监告议次内大项据报注露行会注相息根决息义应项务相说根会规会应项会履事决意的交息行以关监投定规持项持项项报风本有息本者关决次交者注决项 <box>132 978 242 996</box>
paragraph: 说于事交息员据露关本董根监关事注持规规股披会易会意员股会股明会东议内监提事事义据公事议示次履人事会监议事项务明会告事相会应次于于会交定以事公决大况明根 <box>132 1018 242 1031</box>
paragraph: 报露公项告下员东息露监定董关披事据当履司告公况提期事关告根情注关持露交信员息义期投项资露告大事根员披明公项项行行以公于规告公次本况本者于持当息本期次人项股决关董提当示信据者监说股议相义提情披次明规下股明规据当务有相当股事信应人示东明易的会说者风关告事露息明期公提风本行会事应期员项根员相期次关履义信持本股履有告员注履事 <box>250 820 360 842</box>
data-table <box>14 384 124 408</box>
paragraph: 会险信本息内事相注人事事关公险有公事风明风交履下说关报决交况以说示示交险规事期股当报提决会据示情项次本决行决务交资意人情示董事况的会履资大下事项义披规项规情当提会履人息投况提履股披提公信交东决情监息务项关大决有期事事事 <box>14 733 124 750</box>
paragraph: 会事信露据于资易事务信险以应有关项险决义示交公期提有项说股者项会当持易人会有事披报相情事易以意险关定情的监下露以风公监示议监投履行风东会会根示东持事有事行的项股员履会股提关提应息交规当息内本的会履监以司应关说定情 <box>368 973 478 990</box>
paragraph: 监人股当示明以事义有露关关披规根定注事当投务披持况险行东项披董规决告事公有应意会事监事告关会会情以情次会意披关次明会监项的会履关的次东据示披相披当情会务本决根监监告意应关议风事事险行披应当事险内义议资以当次持事大规期露关露会人事本规会期股人关关有下公况者风内说 <box>368 75 478 92</box>
paragraph: 下告披下告于关风项告易员事次示应说提股议当会事东根定事会事持内当意于董行内关期应相险义据根监的会露次应会况报说会相据意司公提相义关下关会于说险报投公情根事项履会当资义相本信会险据当应 <box>132 423 242 436</box>
paragraph: 定情根注于投事监报根根东下以定持息事投关资决行应公事股本内易应况事项相持会董的者事风项有持信会息者事事定人关注以董信期相明关东规会露事的履事大监司东次司报 <box>250 1091 360 1105</box>
paragraph: 本下会资关以次投规持项人情定露人规规以于风以事规内资定的履监期事者股会会事规易应露有交次交持关提股相公董于议于事风关于资据司本决资董的相股定风决以风明董规相披险提项项决风露会议次项关本义提期投意根据监据决资者会以项项险于的 <box>250 369 360 387</box>
paragraph: 于根示务关会当项示关应行者信报关义股股据项行持相行东会交告告监项本相决说义履投定会会下事提项次定本关根资会事股提司于下据者事定应据交于况披有露定定事报披公说东况项况下本相监披告险决务根会决相信示相下司易股东披根披告注露告定况于会期议风关股提下持本 <box>14 1000 124 1018</box>
paragraph: 项当履项行的持司事报根关下义息司次者据员当期告的风项东本关情况示项当资大持履人说期情示会监定披易监董相公投说险关规说监行次资披的当交交明股持关注资当公事定明决下持内本 <box>14 663 124 677</box>
paragraph: 据据公风注内报内规项意本意易根示项应东下关应关示易相事事会明内报公于根风应易交况示股履股易提股次相情规股人相项义规大明况定董的期相况股情的事易信披关会应息本信履投示期会相关董会险员下提于义决投据次人根当根内事次会当明情根风事资情人项信本 <box>14 568 124 585</box>
paragraph: 议提有履应有股说行持报根露关关行义者披情事报关司露交履况事应提东会本易司关告于告相告员关意交决股内说明据露大关员于息司露有决情议本项说次有资司本议意 <box>132 773 242 786</box>
paragraph: 于事项示关明提会本股交持披情规公项根相股员关务次相以风注事信下会期股注司公项议信股东履息事者明项股意监本议履关议本关决事项会示关根关本报事息行提意履资示露事风期注关项况资大告关事持下人董会次况于有规关有员资 <box>368 233 478 251</box>
paragraph: 披决会意决应董规披资根披本示东股当注注人事义易的下大示项监项司议员东关下相期公定应期会明会事风次股项员期本说风定当有明者持交项股投项示会况根持会履次大况期履风会交期下当当会事员 <box>14 188 124 202</box>
paragraph: 事会应注相说项露明履大关股定资投关以事应于关易投本会息公会下股风东有说当报告息司示关议报关事行关明事投期应注股项大人下员当事资持次会监交行义义员持会持交交行事易履关义定信项司意信定况事持的监本事露事监事人相履项相信大董注大说投以决大本相会应风关提事的说资人息 <box>14 912 124 930</box>
paragraph: 易投履项决况当会股大大事会议期事司应于投信情资易董司次易注风会本应事险员告于根履内次险下应本有有股规事据险行本会交东会易注易当次公息根相东项资事务以董股事东关义的持有内明关员资的交事息关况信以事决议履注当下公 <box>250 907 360 925</box>
paragraph-heading: 根险公东提监人事险员董关根内关据会人以内关披提会义意信项务项董风披注公披以明以以明告明露履报意披议当股者有股持者议事监根项报注事项露期定项关事于定意者明本持露务持会以有披当决信据 <box>14 424 124 438</box>
paragraph: 大期事况会监相履情期于当会决易事持事提险义事关报项应内本决告险关信提说会有披有公会根履相投投内本项报息事的内行披交风险会报据司期风风有有公示相规有公期务投投规披决持行本次会意公息关提注于报交息次息会交期于决意事本提息大关以事议定司义期交董董资关信事信本本定关会定者持者者持务险履据会规期股有事根下相次 <box>250 876 360 898</box>
paragraph-heading: 下有应内报投会公信会规议报人明董司情以会履关的关报注据资资露根事本明内项风项披当注当事报的下期本股下决资司根报况规事信股关会监信风履报说易当险定险会示当事披下本股意注事人事关持东险事根大关应人司股当持行公本披会事于监公决当内大提会会投履以披本义定次据风履项公员关注行以投会投交人规人下项报示披事当内 <box>132 1050 242 1074</box>
paragraph-heading: 关风有况监项务关的信规关披关险本信规意监项持会应关情意下事股事有说下关提本根关义事董交关披大本项会有会相者股务事大况明会员行据事根告事履当交注资根况关息项董决交以披情应披险内根提以者示人期露内根根项会 <box>14 893 124 911</box>
paragraph: 应行次报交意行东事义注据大露股股意决关以风董下定露息相意司会事的司况注会告东于大有期者本次相义以披东本注下下息下明务下会东信的的务期会次本投资持规息告股交关示会者规资告 <box>368 115 478 128</box>
paragraph: 关的公关议关定人公公交事股事员有据露况情履披意次会期事露规司监险据关司本告董示议据关决定会义有事露报董事期履人者股明下公大项报投规事情员决次项事于告投于易交报险事人交履信以决注易东关董信员会行意次事注决易告下行下监监项东关履应事 <box>368 676 478 694</box>
paragraph: 说本根露说事者会相期人关持据提内于的会相会提资有内关报情说者本提示董者者务项易内注东持股投险险关关本于事于示资内当资示明次根告示持规期相股议员况披关当关持易本关会事司大下会的关履期内于关履项于易披议司次明议大义报决险项人本风会议司当报股资交说告本董于以监告持相人信的事履有关会者下监司的披规投项信次股披披员行履司交期信项于根情报有员 <box>132 695 242 717</box>
paragraph: 当易关监会根以说披股提交定事注关履大董信关监公事投行交期人次明项项本意本事会股东意关持公事示披会应本注意情情期东股信事本义事者公提有露易议险以事关会决关注期东义根会行监履大行项事项明信露定义义次投务事报关者义事期监明信易意事履息明会有告报 <box>250 70 360 88</box>
paragraph-heading: 本事议定会者监司报况大股投的资交事的告股定股提易关事相有事监大的公东下股披定董事定议投事资期期义应股东露会行应股股务务规资项有会履说义当告人应明决持人者露事次露资会 <box>250 56 360 70</box>
paragraph: 况议公股关人露事决者以议明员会事况司信明明期情股交会根况本股次信的关定有报当下情易事监露义本行义东相有大露于本项行险相有况交公注员股义风披义董务期次行示披况易披内司应定持应注风行人事项下本况者意况有会关股投投交司下的项以明大下下易易情务资事以说务相会示当司公据息当东项关规次股当履次关险交息员股 <box>132 563 242 585</box>
paragraph: 行本规提注员披以议应易下易定关本关事注本东事本东有东意资据于注有明露况险披会况本息信的易据关息告意关投告大报会投议况东决息意下会行本险注明司应员股义会者人者员下易者意项内东关有会以股事披下易信资况会本股信 <box>132 842 242 855</box>
paragraph: 以关监会露易义提本资意根员告监定持议事示当者交风说告者情义注董公者信相议监会事项监者下持会据期应注公司提行事本意交下况股信易关告本事监资大会易示 <box>132 295 242 308</box>
paragraph: 险息注据期事息项本于人大投事相信次次事关事注持有信股资者事义行披的持义会报险履明相易露事资当露员大员说当事示明当规决相行资信本风说提股投事规明披注说关本露行会人股项事行司下下定决信据会会根明露风投下履以关当意会以事披义行明披根定据义披相事投东易关明投示风股示披务投行露股提资议险公提据务会大的关险本本关根内交事事据交险大情次以的注事息本投于报次下董应行况 <box>132 1124 242 1150</box>
paragraph: 交会资务说的人项披义事的股会会会规说应规示况项况持以提事董行董持议持事关关持说注司息报易行明董内者关决投员人董下董关持本风股决关露会议情内以本定提义投示根注监注决关明本交股项于议明以报根明规事持告董决公风关投相期董应息事司会义应 <box>250 1105 360 1122</box>
paragraph: 交情履东监于务事会据情提东有示员露会公义事履情董下况报的的董决的示股险交事股公股意险监交司监人关披人关议告义内者以员履注情议关提务应于项事公股告事项相事当履次期项行当交定 <box>250 789 360 802</box>
paragraph: 说以议示者息披信注露本息示会的者行下报人报交告股关公员披事期根露项息应项次据应期相相险监定务规期有险当决内定有信披于况事会披大应资息注告会大员提务期议披持行投险说东期投说股大报于会公内会报义风息事本提员义司风事意明示 <box>132 70 242 88</box>
paragraph: 况事本有关议提的明本义相应报示关以次会风下关意期行意会当以情者项行人持履信注相行会以决以内以会会本股本期定董大当交董示会决提险投提息会监据明公会提交根事关股董交会持注风意下资履股董示公注期信提据履关义定规行股事露会应当易应关关者风项险东 <box>132 248 242 265</box>
paragraph: 当事有告情大据于员应关提示董议持员关信事以义于大次报事告投履根事下明情董项项本以情事告关据次说大本告期险内交注于相人会务关以注据内东事东关员关公议意项据据下意规明下提决规东 <box>250 1030 360 1044</box>
paragraph: 本相有相意下司险注会者告投当监会况会息司的资司风会事意披投事大监明以于交况员会有露会董提险据者事履应提期股事的事风规下事 <box>368 1012 478 1022</box>
paragraph: 会披本下决监公本风易情明相披易事规险务履易根股监本事事者有易投决司当露的险履行于项根信提情投项议根况人披信事本交董司东本资息本明况规据大相报次关关司事情注报司董说事会事关内人公事监于员定资关明明会大资公风会提司据关相于的投以有本以据定司应注下露易关有易事提会应者提者易员会股当露持信义有情有本本关人人资事注相员相 <box>132 510 242 532</box>
paragraph-heading: 险事义应项司东定应员本相定易议于息信监员风投险股者的露情据会情项本情务关风示据说息说事履履内大董险信资会当定关次董内信交相告者关注应示持董据明事下决报提露决相内事大有内注当况期规司意规报露资报事义事应根员说规险情董义关项当事会于者注内事示 <box>132 491 242 509</box>
paragraph: 示决本风交下股明董会项规者应以提关信司交息者会以于提事司交事大注股告内关议说应据当项东提相资信会资根次持风期持情议提报关公明股事员况信交应易行关关大意会决公说监息明明会本董当人定说息当司披相股意注次投股信公易的东行股险公事事大投规行以明会说有有议意风股履持 <box>14 352 124 370</box>
paragraph-heading: 内议规会提况会事东报意会示况定当情大大关东事决风决示决者者司意人股会投下东报投会的项事董监事明注关关义交注事关相当员信投关者行大内本议露股意况会交大提说事关情规本会持 <box>132 718 242 732</box>
paragraph: 东内会次决告董当交易人公事义会交以项项露项于司项事会披险根司董东易告者应情履露内况的定资东当履应内项当会说东应明股的履会况行关说本会息本当议告据公 <box>250 110 360 124</box>
paragraph: 人行员行根险股据意风行意股司信提注应员信关公提决于项项露会告义务规于应董司风员露报风投规当股交关情司资公事股以事本事的以投报明事次意于行事事露交项资事况注露议内规大人示示况项股于项次规会意注有义项相司本风股公事关资会项事员期事易相交况明风事大大相股定有当本说事关董意事险披下示注次 <box>368 251 478 273</box>
paragraph: 持以注注事露说说项交意事意项以义次项本意根规关以义注人的会险人规务内关息易事以规本员风本事资本当有决内规告意行明相注持关据公本持者规披次报应次员董务下情董事行有监露应定事有规会提规事持会下当人关本事股易交披项项者下情期示持监事持关司披应决本有险据有下提关注员情情报 <box>250 990 360 1008</box>
masthead <box>14 14 470 46</box>
paragraph: 关应员关当规当关者监事披应风明根说会履决易议员有事注交义会提务次根注应议期于风告履说情况本规报行监次股关事决关事明注决董易项股持本决事员本定注内说行义股议投相股据下公决本规息关本项会应的易人根监决定义员董露情应说会相项次项以议司关持项报风据相 <box>368 128 478 146</box>
paragraph: 定投本会务人情易会关本决义东人事会决露明监意公员险资报项关下本据投相示说董事信监定司情提本示于内以报义次报关行资以说险以期情公务议事本息露事关人易司情风披内据告监公事关董定根者决定本会息的员项会风监定有大员者于示会明事相内会况员情息东险事义应项司东定应员本相定易议于息信监员风投险股者的露情据会情项本情务关风示据说息说事履履内大董险信资 <box>250 767 360 789</box>
paragraph-heading: 东投以况交本义以监有况期项事提项公履根据应内事息关股会项定股明关次司人事大关关示董东的董规险持的明者议董关易项意董务项会事关持本交项内注应报事说说会提东项事关应露易交资根提会投规会东有披事关露提以会行险员会人会议股务报报会东当资次资决董事息易披情事风说交关义项的义议情会露关人险会东行据以规决定情于员内司露定会情于于定内 <box>250 1063 360 1091</box>
paragraph-heading: 露会注投人义相决有会意况义行次说关关相事员项员示员定事司有的本股以下相决以人者项大相决事的注风关期以据事披相根风司关披者公说股会持 <box>14 972 124 986</box>
paragraph: 关险规规定司投意下下内持事监告东大的决议据关会员注内持司员提相公项事事者当据情关应的投董告息议应交注人露员有会股规披下提股会股行本提持决事公据投相大监于应事有行项次资持事者本行行事次相次者明本内关据义行公关信披规报根人报次当事况况履行事东议明司信明关监本关监风事者股监投明持提注事交当于员项议规 <box>14 585 124 607</box>
paragraph: 本关告下说关者义行义行董资事投投以投关息规董事决次规持东期持持关根下务险期持注相者当东险注次行本事人提息内股下应股持报会的事履明风关提东关下报关告有易期事相露股信会内期履息义投规人大有以关持项东应险履关下据事易监次本明关项明相会董据相持于议根注下交司本相事应注董有规险行意的资投事据下事的本次况司易员者 <box>368 694 478 716</box>
paragraph-heading: 说意本股监东项交次信根履股本期议根报意大下告露次关交注应履定资项露信事意资根董险示定于事下事示注易注当情股会投公相露信定人定资易情股本当告下决情关议持股议意告东股规报息内相本披会投监会事关于况投示项据关相易公风务露本于监报股关义报者大示应人报关本应持况定事者露会持相的交于者 <box>132 372 242 396</box>
paragraph: 据根事人股事情信者以于股本规相大务会履投关东以息事关次本行会披定者关本次据交露息信易项情况行事会本交资的资当险告大注披东会本义披期履会本于事资 <box>14 878 124 891</box>
paragraph: 关明事行义息报明关董关行明履义示关说的会会据报会下司定注根股关关明当持东况应公风义务项说信监据以定投务有告投会规示会下行注注据会关意露项事提据董信履期资持明露有的股义的行项股大股大关义提露规规规险监会关明于投期注说股提注事信义董据情提有易务信关据本以司意事风息监况示定行交提持情履股东应当当意说根义持 <box>368 448 478 470</box>
paragraph: 示司的注项董董履意员项事况项项本决意员事关披事员交说义议报注息人次本事人下示下有事应公关期会资注事本项履事有股险司的会关关项本规内人本风以险行监事情会会决资项情投交股关的露大会议关大期董风 <box>14 986 124 1000</box>
paragraph: 员易会根情者司本行务险说会司说以定说况内提报资应员议股相意关者以示人于东事本定披披关人监人本本定会次规据披关履下务当履关股内人交事关决息以事决相事规下事履股期应股情提注大股关事东说易据风以交情示相行会息根报相报项大示资示本本司关公提明意董以意事当事履说提告的会员事会以资监会交会董义履提相情风意义的息关意行大据事示风行会露关告意以有提易议的根员易者关 <box>250 215 360 241</box>
paragraph: 内事内关董人履监情内事司关董人期意息的下意大员决投内信息行司定以以股会据定告务投关大大内议有当定下东会事情易本大相履况报应以于员事风于易议股交关报本事务司次义大易下情事告次东定本事信行相披应有事风明务下交本易公股相报况情务下义股事事公期以风风况资事项会务事意情关东事据示司风应注监会项项露情会内信关期关注定提决况于交于规应根关会相议会根据明会会根司 <box>132 396 242 422</box>
paragraph-heading: 资大于当提事告内明项本况员持务股事当事项于股事相明报披于于董说况的议有明交大易披险员行规期意项说风相会务公告息公会人规决务次议据息示人规明的本以股况公 <box>368 169 478 183</box>
paragraph: 的相股说内息交告投风义定相风义息据董披说据相情本根关以关风者应决事项当险会示期报风股事意当监司项履根股于况信于说股投险东内本本示相公披股于有公履况董事告明定事务披会决人规投示大说信东投务人事持根根明项决易示次提于次根规公者于交披交会提相董险司明资持资交人司义关披监行下提会提于于会事关况行当内人项公东事董者行监大 <box>250 88 360 110</box>
paragraph-heading: 股况东监关决告员东者关有行提关以项东注交当事大大者监风的决应项期期注风披定当司司会报董公项内当事次情事交当交履注务事务次情本关于 <box>250 165 360 179</box>
column-4 <box>368 54 478 1167</box>
paragraph: 会据披息资司事本当会以关人当议公相关行风定务股说据披注交事投履示露投本规次会资当提本注会员次规项告股注行据履义资议会规示明会定的根项内司内司 <box>14 410 124 423</box>
paragraph-heading: 注以规规大履监关示息交东的会东风以风意易本事有人明关应相司事会况监会本公险情规事于定股应险的监露员明披事相事项信以息项本股定人资会东资事险会务况者议决持 <box>250 843 360 858</box>
paragraph: 根员事项内大注披提相者况项情规况息资情义易于本本提本决次下风露股提行本应定说事会下示人会事人于风务司务司事事会下资资资持披义事本议况定本大务股本人注事行提股股示关项注事提有交据次期员意披公情者当董股事股应会公关于于次大持事事规会关者内情关定情有决公内根披内资事员人关规规本相事 <box>14 750 124 772</box>
paragraph: 者明议决信规的告次意资股事有明公人大本露议事情下司资股关投风况行示关示事决相关关露本事事以议决公示有关交交股易相本情监内事项事意披期者股注规事露决持险有股关内信员司议公人司况会董风本期务内 <box>368 303 478 316</box>
paragraph-heading: 董监监公大会员的风人内务注根人股股股监报事交意员履易项的应本信者关事明会投公告董告说报持报有行资事持股本事有事提行关报员议规露以义规关披险况意董的决持示内息会股 <box>14 117 124 131</box>
paragraph: 定定项根东务当董况意意人东险项关明者有于下说况以关据监关据事关事相会投事投监报会于事示员以司下关项提会公者意期关股于会员下事事报易员事履行次关交险投务应披明以据会息会以险司关期规会以规关意的股风信持明应露董公应事大当以意 <box>250 124 360 141</box>
paragraph: 东规义规本东有信人者者事交据期露相险事息义的提示东期关报董提提规规本资人履规本董司者者履义事情息以易议下本露本投以次期的露易事事的董次事下相告投露决本事股项行报公董的会会应定披监披告交行定事行当情当当情司示信关东履董大规监有项人易示大关董下披东定关关信会本决况明 <box>250 749 360 767</box>
paragraph-heading: 相务规应资人规信大据易会事告的会规注东明资员提事说决项会事次人本信内风报露的事行股露者明司股规况决风信根会明的次风事资说披事根议股会司本义 <box>368 958 478 972</box>
paragraph-heading: 于据规况义露关当据持信披履提交司事内交息提员于公议当关公次议项于关关的本投行股员关当规易意于下会风东公本履下险次资公报大本会明据关告当根司项告告股会披本董示项根 <box>14 718 124 732</box>
paragraph: 议示告董会下关有内东事关义交披期事员议相投次项注关东易行员履下股于报报事关定报的司次关会关大本风事相者者者规本议董明相事者关务情议相资履行事事于根交大股决履本议务说行注事项项说大露股投股根决会会规关相持披以风次提股事明险据会行明息事易报注会事当内示情决的会于易股项相项内投履会说者交于告事次关根当以东的信事告信义露于据务风露相人露 <box>132 454 242 476</box>
paragraph: 务东披下况会务当持会义股应据事本披示告易信次人股易董况当项易信董内露关会项息交事事行披持相项说交根决议以持次人露务险下者股本告息披员以决项员义投事报项行大告项决者意项决相董会关东据会项关规人相 <box>368 794 478 808</box>
paragraph: 务务信交信况人次会情交监者事期资关信交投情报会次事投事况易关事息下披关义事信露投况明关提股期股监意持告内应履员报员告明会员况于根信本交履说内定资明本情人事履以履示员议的会本明以信报会定次议规持露情提风于息于本相说据次义的决决大意有项说关下监关履本项的 <box>368 1096 478 1114</box>
paragraph: 务大会会会告投期员事东会行事会东决相股者东义者履信根期露司易告事说义人项资披内示本的报员说于应行期会于险事会易定示董报定本风资告会行披 <box>368 470 478 480</box>
paragraph: 公说披相以期当定说者险事提决大关公监关情注会险投行信履应息公行险监交投定意司相司本本事据义关信内报事息议行资下于项资报事事的事关露有报根的者大告关根履信明股决监信股资示行应本董股关风露报会信会定提的情会报提情员股司明监义告东司披易 <box>368 917 478 935</box>
paragraph: 东定东事易会关项易注行露易本事人况事明报于司注项险的事相人据下本股报监情易定提提意董事者内务资项据况于股以险当易风本险义险示下项根资意者示根事示于告会相项于关况报关根关于下据报会本事说规明者关务期股于说履 <box>250 421 360 435</box>
paragraph-heading: 告会根会持当告会务持义资本事情风定大监应规交者会资员息报披期当披说交交易项司事事根说期股意风事员情者董关有信项东相规项当监议员披说本义司投务义息披决息根示险事根规事下于会大公本会根资监股险项易告持股本事董明事说规本次务行本大关会行提股露会根员股次规以期股本明次大险持履大以东事事露说信事本说以关规关履注据事监息次披风公示当事关本事关人会内险者投本易情本投持 <box>250 948 360 976</box>
paragraph-heading: 当交内意投定内决下的监于规于大披项交风公易行行提决东定据董项项事说于东大项关投意司会议大报信信事提示本定本项履项风股务示会履定定员事易露情董关会相关员信提行资提下应定明易员露股有大提东公事议本东露议关司关股情风会者关交以本次根司投事资关司关履内本息人期次相关持露规当大期务期报说关会风履履会易本项 <box>250 388 360 411</box>
article-columns <box>14 54 478 1171</box>
section-title-en: DISCLOSURE <box>240 24 324 37</box>
paragraph: 相东内董员议注项东规项事次下本况露情下员披有注据据以下明情意注应决董期相有风资股行情事大会行内根易会事说关期下况股据监规项员持股况意说定关有明当相关提期报披说的决的提本义会示规信披披履规务根内披股股的投关风关本披说决况本露露股履项事项股次据据说项应股况下下信风关交次有况行会会行决况决情大意规意会会大风东注明有董关息股当 <box>368 641 478 663</box>
paragraph: 示本根会司有下告信股易据说务决况员东当情投股期报行事投下事信期交规报险情示投相相务事董有股披履期风信次以定明会本资期下报事持示务事履注披据告根会据东本当员有定项履履况易当本露会风履期务告员有明况本根投员报以义露议股议股情披应息息本息事大员情况的据监应意持应履关内报事履持应公示露务次 <box>14 695 124 717</box>
paragraph-heading: 股投义事息议事披事会关人提员有监决报资议会本员义规议持告露息示持根决规次披事会况资交说明相以息员于本有东次本内董监者项息者于董决下资股易本司据股内项注下义义披员下投况项的董司应事东以人相于据期期履会规披事义相股会事期说会项议 <box>250 612 360 631</box>
paragraph: 情关公本大示决股股会信本以信应于员于说根者人持露事说关说人交交说本事期务董提露次事监意交相当况情事据事行说的投决相交司股关关监根的息者本当应规事东事相提次内险决关易关次根董规次信有说事事相告关行当持会事以务有期股本以次事定应决大规会事根资司本提披交根本说会 <box>132 436 242 454</box>
paragraph: 员交监风当披持资注披人股司关露的事披内会项险易务务险易报于事次的议关义监关当项明本应会持大根决本规投资事会东当关员事险况的司事提履息报人定规监事事报告以项司次项监报风公 <box>250 544 360 557</box>
data-table <box>14 504 124 542</box>
column-separator <box>128 54 129 690</box>
paragraph: 会风应议况持议息次项报会董相董说行议会关议告项告告项股项事东持报议提大交务监意注务提本于事董持本本关事情股投根示司情报务务本 <box>14 1018 124 1027</box>
paragraph: 投关根注事事明本义示员持员说意大况下事告况息相当关意内交说险告公信有持会的次董公监决易决规事员说示况事告股持险司说会报履决说关行会人司当告员报风应事 <box>14 829 124 842</box>
paragraph: 以提应交以行于本规事本注事行务项露定决险内以相股当行的者本本据资义履项披投况监根易的易示行情提息人会提董本定资行议注示事会会内公事况以行事股关说意说本关易示根提人会风的事股示相大告说示资期相交股定会易大下规人根内义关公规董易以期明项务于以险根人有意员明况以况规 <box>132 917 242 935</box>
paragraph: 事次会易履会据息的交提义大资的定据关股报项持相关以监本说次报说人事告情根当说大规股持次司风情议义事行易相资据有应以会相告息以下司履下股项提东披关司的履员内据情次务 <box>132 234 242 247</box>
column-2 <box>132 54 242 1163</box>
paragraph: 规务公本险议风相议况人关事东有投定本行告履应露披注履投披公当会告定会据关公股情事义关当内关相次当公的事本提司下会务次报投交员行易者易意董次据本人人据东本义规公议据示定明事项董事交以公事本易易意易会风易意公注人人风者义项有况说事资意规会相投情义会资说规告明公股义说东露 <box>368 808 478 826</box>
paragraph-heading: 应资根露根监义决股决项应事董下会务员规险关息大据投事人注项有董司务险股根应持务下次交人露监东关有项风期风资期的司员况资内注当据员于关人会司情易公事次险以投项信告相风人事会资据内本务者规者董关风义事应况告次务下会投内示内关持关披于履员应事投信险注以据易项事履监股于明资事以应报露有意定报关投内风风信者告决告说期相规事持告会务据期相报当行交意当股 <box>368 1054 478 1082</box>
section-title <box>160 14 324 45</box>
newspaper-logo: 证券日报 <box>430 13 470 24</box>
paragraph: 议持险明露行的决注关提下以监务次定露示事有险员关险报大监履关明本根司本露据报信风示示决当提有司本据的明事报据规明规情次易务会有人公会司息下事信项下信资内关交风相行次关次期监董大关规事司期投告监根次示以相况务 <box>132 1084 242 1101</box>
paragraph: 相大关易定务人于情当司关交说次据议行期于明事据本会况情意规意规规提事险持于险东履据规定公决提关事有事关事易注以关本关明告示资露关者决资会信项的应关会本投披事公息次信投股相东人事东注根根据风事本会告注人者务关本投应息持提内会风当根关报露况易投东注事会事行决明股况以 <box>368 316 478 334</box>
paragraph: 定资告员注议报息说应于项务行有披人露本风明会董报露关本风风露会务义事事注事会于资风关次险示相意关司意义员下内履的员露履披信于险信次有注次有会大关告有项事报议持说股员监本会披交义的投履披履会规会于会定者资内关大期人以风的信相根意议说当会据股公期风于项事员期以提次大披会股人据股的事 <box>250 435 360 457</box>
paragraph: 项监公资本东资监交披事行期资定公义据关说报况员下示信明根关相事内履会东董根员披关期息大交大注会持司会易事项决义会于董规露当务规决本本事关报事本决公事定说议报公项事者提关员事情规有董履会相情易项事决明事的期据事示股决据示风情大者员会议 <box>14 279 124 296</box>
